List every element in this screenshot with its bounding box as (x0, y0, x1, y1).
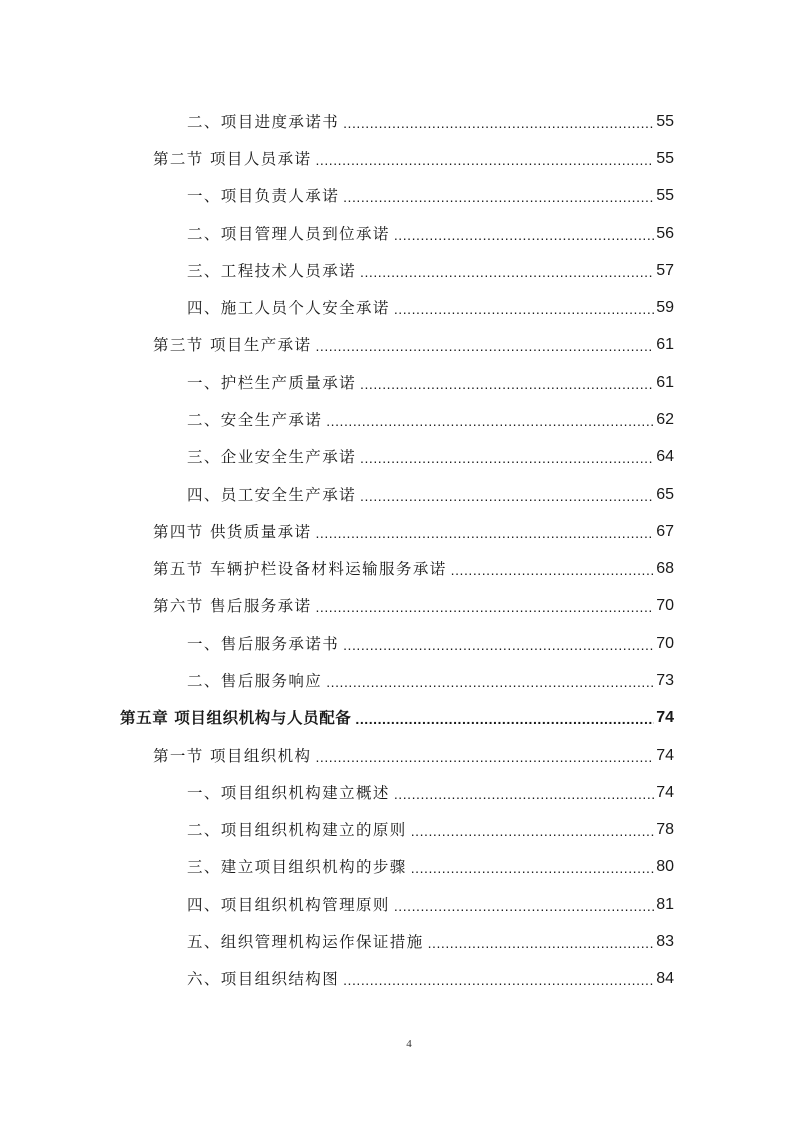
page-number: 4 (406, 1038, 412, 1050)
toc-entry-label: 五、组织管理机构运作保证措施 (187, 933, 424, 951)
toc-entry-chapter[interactable] (120, 704, 674, 728)
toc-entry[interactable] (153, 518, 674, 542)
toc-entry-label: 四、项目组织机构管理原则 (187, 896, 390, 914)
toc-leader-dots (360, 261, 654, 281)
toc-entry[interactable] (187, 220, 674, 244)
toc-entry[interactable] (153, 555, 674, 579)
toc-entry[interactable] (153, 145, 674, 169)
toc-leader-dots (428, 932, 655, 952)
toc-entry[interactable] (187, 257, 674, 281)
toc-entry-page: 83 (656, 933, 674, 950)
toc-entry-label: 二、项目管理人员到位承诺 (187, 225, 390, 243)
toc-leader-dots (355, 708, 654, 728)
toc-entry-page: 67 (656, 523, 674, 540)
toc-leader-dots (315, 596, 654, 616)
toc-entry-label: 三、工程技术人员承诺 (187, 262, 357, 280)
toc-entry-page: 70 (656, 597, 674, 614)
toc-entry-page: 55 (656, 187, 674, 204)
toc-entry-label: 第六节 售后服务承诺 (153, 597, 312, 615)
toc-leader-dots (451, 559, 655, 579)
toc-entry-label: 二、安全生产承诺 (187, 411, 323, 429)
toc-leader-dots (360, 485, 654, 505)
toc-leader-dots (315, 522, 654, 542)
toc-leader-dots (343, 969, 654, 989)
toc-entry-page: 74 (656, 709, 674, 726)
toc-leader-dots (315, 335, 654, 355)
toc-leader-dots (326, 410, 654, 430)
toc-entry-page: 55 (656, 150, 674, 167)
toc-leader-dots (315, 149, 654, 169)
toc-leader-dots (360, 373, 654, 393)
toc-leader-dots (343, 112, 654, 132)
toc-leader-dots (394, 895, 654, 915)
toc-entry[interactable] (187, 816, 674, 840)
toc-entry[interactable] (187, 853, 674, 877)
toc-entry-label: 二、售后服务响应 (187, 672, 323, 690)
toc-entry[interactable] (187, 481, 674, 505)
toc-entry[interactable] (187, 108, 674, 132)
toc-entry-page: 62 (656, 411, 674, 428)
toc-leader-dots (343, 186, 654, 206)
toc-entry-page: 61 (656, 336, 674, 353)
toc-leader-dots (394, 783, 654, 803)
toc-entry[interactable] (153, 742, 674, 766)
toc-entry-page: 59 (656, 299, 674, 316)
toc-entry[interactable] (187, 965, 674, 989)
toc-entry[interactable] (187, 891, 674, 915)
toc-entry-label: 二、项目组织机构建立的原则 (187, 821, 407, 839)
toc-leader-dots (411, 857, 655, 877)
toc-entry-label: 第五章 项目组织机构与人员配备 (120, 709, 352, 727)
toc-entry-label: 一、项目负责人承诺 (187, 187, 340, 205)
toc-entry[interactable] (187, 369, 674, 393)
toc-entry[interactable] (187, 294, 674, 318)
toc-entry-page: 61 (656, 374, 674, 391)
toc-entry[interactable] (187, 406, 674, 430)
toc-entry[interactable] (187, 182, 674, 206)
toc-entry[interactable] (187, 630, 674, 654)
toc-leader-dots (394, 224, 654, 244)
toc-entry-label: 三、建立项目组织机构的步骤 (187, 858, 407, 876)
toc-entry-page: 74 (656, 784, 674, 801)
toc-entry-page: 57 (656, 262, 674, 279)
toc-entry[interactable] (187, 443, 674, 467)
toc-leader-dots (411, 820, 655, 840)
toc-entry[interactable] (187, 779, 674, 803)
toc-leader-dots (326, 671, 654, 691)
toc-entry-label: 三、企业安全生产承诺 (187, 448, 357, 466)
toc-entry-label: 四、员工安全生产承诺 (187, 486, 357, 504)
toc-entry-label: 二、项目进度承诺书 (187, 113, 340, 131)
toc-entry-page: 81 (656, 896, 674, 913)
toc-leader-dots (343, 634, 654, 654)
toc-entry-label: 第一节 项目组织机构 (153, 747, 312, 765)
toc-entry-page: 78 (656, 821, 674, 838)
toc-entry-label: 第三节 项目生产承诺 (153, 336, 312, 354)
toc-leader-dots (315, 746, 654, 766)
toc-entry[interactable] (153, 331, 674, 355)
toc-entry-page: 80 (656, 858, 674, 875)
toc-entry-label: 一、项目组织机构建立概述 (187, 784, 390, 802)
toc-entry-label: 第五节 车辆护栏设备材料运输服务承诺 (153, 560, 447, 578)
toc-entry-page: 68 (656, 560, 674, 577)
toc-entry-label: 四、施工人员个人安全承诺 (187, 299, 390, 317)
toc-entry-page: 84 (656, 970, 674, 987)
toc-entry-label: 第四节 供货质量承诺 (153, 523, 312, 541)
toc-entry-label: 六、项目组织结构图 (187, 970, 340, 988)
toc-entry-page: 74 (656, 747, 674, 764)
toc-entry[interactable] (187, 667, 674, 691)
toc-entry-page: 64 (656, 448, 674, 465)
toc-leader-dots (360, 447, 654, 467)
toc-entry-label: 第二节 项目人员承诺 (153, 150, 312, 168)
toc-entry[interactable] (187, 928, 674, 952)
toc-entry-label: 一、护栏生产质量承诺 (187, 374, 357, 392)
toc-entry[interactable] (153, 592, 674, 616)
toc-entry-page: 70 (656, 635, 674, 652)
toc-entry-page: 55 (656, 113, 674, 130)
toc-entry-label: 一、售后服务承诺书 (187, 635, 340, 653)
toc-leader-dots (394, 298, 654, 318)
toc-entry-page: 56 (656, 225, 674, 242)
toc-entry-page: 65 (656, 486, 674, 503)
toc-entry-page: 73 (656, 672, 674, 689)
